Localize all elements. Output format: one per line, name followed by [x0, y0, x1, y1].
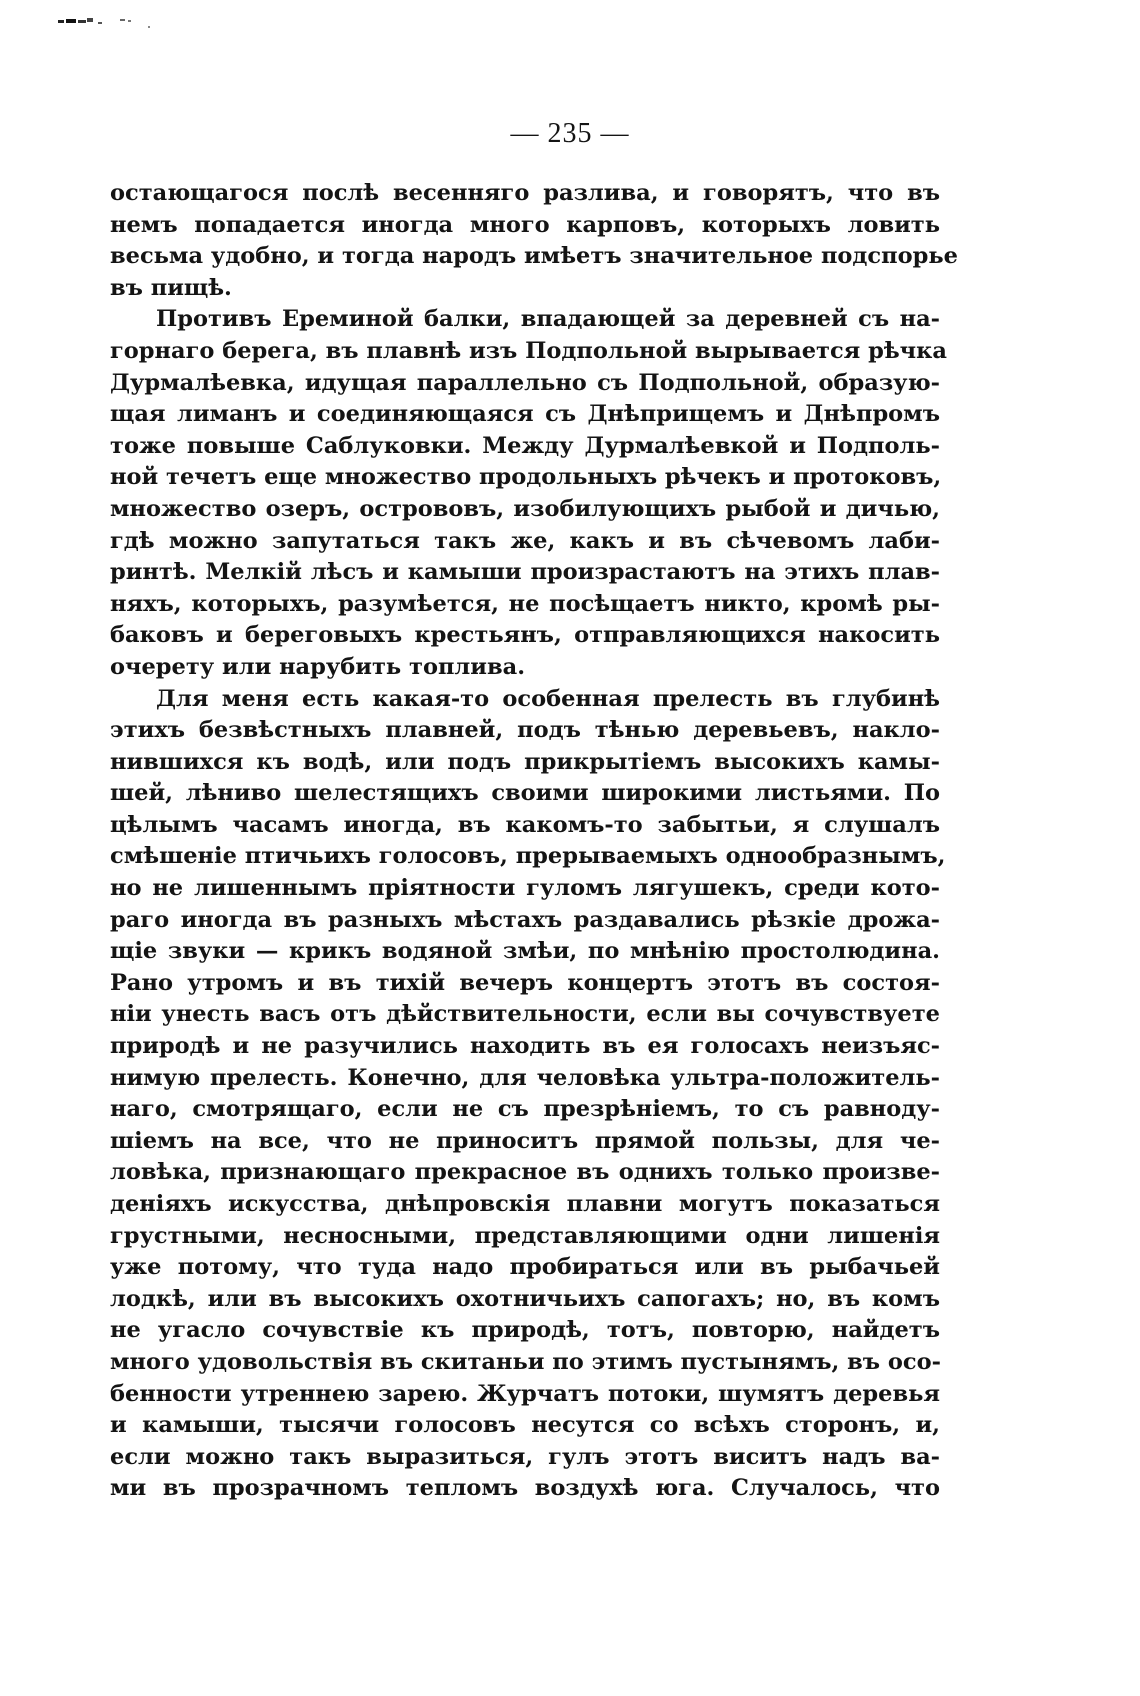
text-line: горнаго берега, въ плавнѣ изъ Подпольной вырывается рѣчка	[110, 337, 947, 364]
text-line: деніяхъ искусства, днѣпровскія плавни могутъ показаться	[110, 1191, 940, 1217]
text-line: весьма удобно, и тогда народъ имѣетъ значительное подспорье	[110, 243, 958, 270]
text-line: Дурмалѣевка, идущая параллельно съ Подпольной, образую-	[110, 369, 940, 396]
text-line: щіе звуки — крикъ водяной змѣи, по мнѣнію простолюдина.	[110, 938, 940, 965]
text-line: лодкѣ, или въ высокихъ охотничьихъ сапогахъ; но, въ комъ	[110, 1285, 940, 1312]
body-text	[110, 178, 958, 1505]
text-line: если можно такъ выразиться, гулъ этотъ виситъ надъ ва-	[110, 1443, 940, 1470]
text-line: баковъ и береговыхъ крестьянъ, отправляющихся накосить	[110, 622, 940, 649]
text-line: грустными, несносными, представляющими одни лишенія	[110, 1222, 940, 1249]
text-line: много удовольствія въ скитаньи по этимъ пустынямъ, въ осо-	[110, 1348, 941, 1375]
text-line: нимую прелесть. Конечно, для человѣка ультра-положитель-	[110, 1064, 940, 1091]
text-line: ринтѣ. Мелкій лѣсъ и камыши произрастаютъ на этихъ плав-	[110, 559, 940, 586]
text-line: тоже повыше Саблуковки. Между Дурмалѣевкой и Подполь-	[110, 432, 940, 459]
text-line: природѣ и не разучились находить въ ея голосахъ неизъяс-	[110, 1033, 940, 1060]
text-line: ловѣка, признающаго прекрасное въ однихъ только произве-	[110, 1159, 940, 1186]
text-line: но не лишеннымъ пріятности гуломъ лягушекъ, среди кото-	[110, 875, 940, 902]
text-line: остающагося послѣ весенняго разлива, и говорятъ, что въ	[110, 180, 940, 206]
text-line: шей, лѣниво шелестящихъ своими широкими листьями. По	[110, 780, 940, 807]
text-line: наго, смотрящаго, если не съ презрѣніемъ, то съ равноду-	[110, 1096, 940, 1123]
text-line: нившихся къ водѣ, или подъ прикрытіемъ высокихъ камы-	[110, 748, 940, 775]
text-line: этихъ безвѣстныхъ плавней, подъ тѣнью деревьевъ, накло-	[110, 717, 940, 744]
text-line: бенности утреннею зарею. Журчатъ потоки, шумятъ деревья	[110, 1380, 940, 1407]
text-line: щая лиманъ и соединяющаяся съ Днѣприщемъ и Днѣпромъ	[110, 401, 940, 428]
text-line: смѣшеніе птичьихъ голосовъ, прерываемыхъ однообразнымъ,	[110, 843, 946, 870]
text-line: Рано утромъ и въ тихій вечеръ концертъ этотъ въ состоя-	[110, 969, 940, 996]
text-line: няхъ, которыхъ, разумѣется, не посѣщаетъ никто, кромѣ ры-	[110, 590, 940, 617]
text-line: и камыши, тысячи голосовъ несутся со всѣхъ сторонъ, и,	[110, 1412, 940, 1439]
scan-specks	[58, 14, 208, 34]
page-number: — 235 —	[510, 118, 630, 149]
text-line: Для меня есть какая-то особенная прелесть въ глубинѣ	[156, 685, 940, 712]
text-line: Противъ Ереминой балки, впадающей за деревней съ на-	[156, 306, 940, 333]
text-line: уже потому, что туда надо пробираться или въ рыбачьей	[110, 1254, 940, 1281]
text-line: цѣлымъ часамъ иногда, въ какомъ-то забытьи, я слушалъ	[110, 811, 940, 838]
text-line: ной течетъ еще множество продольныхъ рѣчекъ и протоковъ,	[110, 464, 942, 491]
text-line: гдѣ можно запутаться такъ же, какъ и въ сѣчевомъ лаби-	[110, 527, 940, 554]
text-line: множество озеръ, острововъ, изобилующихъ рыбой и дичью,	[110, 495, 940, 522]
text-line: раго иногда въ разныхъ мѣстахъ раздавались рѣзкіе дрожа-	[110, 906, 940, 933]
text-line: не угасло сочувствіе къ природѣ, тотъ, повторю, найдетъ	[110, 1317, 940, 1344]
text-line: ніи унесть васъ отъ дѣйствительности, если вы сочувствуете	[110, 1001, 940, 1028]
text-line: ми въ прозрачномъ тепломъ воздухѣ юга. Случалось, что	[110, 1475, 940, 1502]
text-line: въ пищѣ.	[110, 274, 232, 301]
text-line: шіемъ на все, что не приноситъ прямой пользы, для че-	[110, 1127, 940, 1154]
text-line: очерету или нарубить топлива.	[110, 653, 526, 680]
text-line: немъ попадается иногда много карповъ, которыхъ ловить	[110, 211, 940, 238]
